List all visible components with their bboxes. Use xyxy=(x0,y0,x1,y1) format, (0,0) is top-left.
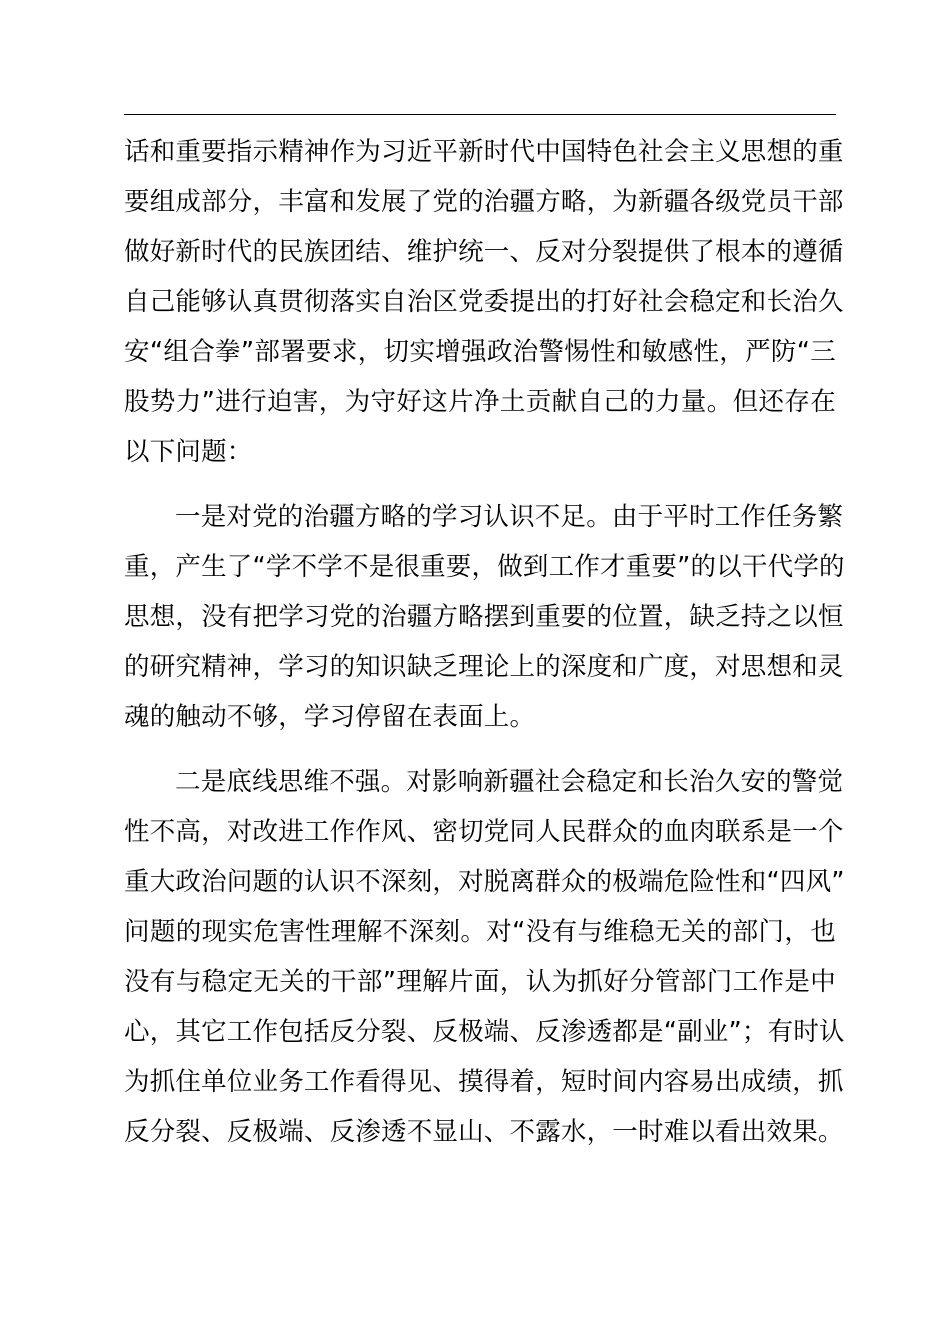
text-line: 话和重要指示精神作为习近平新时代中国特色社会主义思想的重 xyxy=(124,137,844,167)
document-body xyxy=(124,127,845,1157)
paragraph-1 xyxy=(124,127,844,477)
text-line: 二是底线思维不强。对影响新疆社会稳定和长治久安的警觉 xyxy=(175,767,844,797)
paragraph-3 xyxy=(124,757,845,1157)
text-line: 安“组合拳”部署要求，切实增强政治警惕性和敏感性，严防“三 xyxy=(124,337,836,367)
text-line: 股势力”进行迫害，为守好这片净土贡献自己的力量。但还存在 xyxy=(124,387,836,417)
text-line: 自己能够认真贯彻落实自治区党委提出的打好社会稳定和长治久 xyxy=(124,287,844,317)
text-line: 要组成部分，丰富和发展了党的治疆方略，为新疆各级党员干部 xyxy=(124,187,844,217)
text-line: 没有与稳定无关的干部”理解片面，认为抓好分管部门工作是中 xyxy=(124,967,836,997)
text-line: 以下问题： xyxy=(124,437,253,467)
paragraph-gap xyxy=(124,477,836,492)
text-line: 的研究精神，学习的知识缺乏理论上的深度和广度，对思想和灵 xyxy=(124,652,844,682)
text-line: 为抓住单位业务工作看得见、摸得着，短时间内容易出成绩，抓 xyxy=(124,1067,844,1097)
text-line: 问题的现实危害性理解不深刻。对“没有与维稳无关的部门，也 xyxy=(124,917,836,947)
text-line: 思想，没有把学习党的治疆方略摆到重要的位置，缺乏持之以恒 xyxy=(124,602,844,632)
text-line: 重，产生了“学不学不是很重要，做到工作才重要”的以干代学的 xyxy=(124,552,845,582)
header-rule xyxy=(124,114,836,115)
paragraph-gap xyxy=(124,742,836,757)
text-line: 反分裂、反极端、反渗透不显山、不露水，一时难以看出效果。 xyxy=(124,1117,844,1147)
text-line: 心，其它工作包括反分裂、反极端、反渗透都是“副业”；有时认 xyxy=(124,1017,845,1047)
text-line: 魂的触动不够，学习停留在表面上。 xyxy=(124,702,536,732)
paragraph-2 xyxy=(124,492,845,742)
text-line: 重大政治问题的认识不深刻，对脱离群众的极端危险性和“四风” xyxy=(124,867,845,897)
text-line: 做好新时代的民族团结、维护统一、反对分裂提供了根本的遵循 xyxy=(124,237,844,267)
text-line: 一是对党的治疆方略的学习认识不足。由于平时工作任务繁 xyxy=(175,502,844,532)
text-line: 性不高，对改进工作作风、密切党同人民群众的血肉联系是一个 xyxy=(124,817,844,847)
